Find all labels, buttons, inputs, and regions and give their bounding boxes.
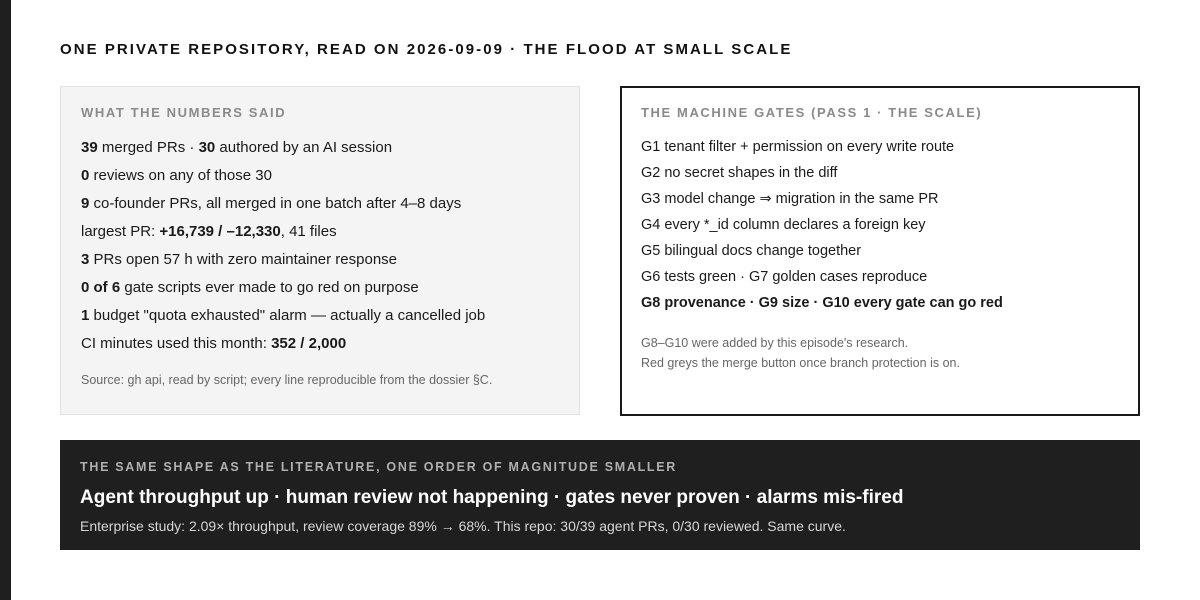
banner-headline: Agent throughput up · human review not happening · gates never proven · alarms mis-fired: [80, 487, 904, 508]
stat-text: budget "quota exhausted" alarm — actually a cancelled job: [89, 307, 486, 324]
left-edge-bar: [0, 0, 11, 600]
stat-largest-pr: [81, 218, 559, 246]
gate-g4: G4 every *_id column declares a foreign key: [641, 217, 926, 233]
stat-value: 3: [81, 251, 90, 268]
summary-banner: [60, 440, 1140, 550]
stat-text: largest PR:: [81, 223, 160, 240]
page-title: ONE PRIVATE REPOSITORY, READ ON 2026-09-09 · THE FLOOD AT SMALL SCALE: [60, 41, 793, 58]
stat-ci-minutes: [81, 330, 559, 358]
stat-cofounder-prs: [81, 190, 559, 218]
numbers-panel-heading: WHAT THE NUMBERS SAID: [81, 105, 287, 120]
stat-text: authored by an AI session: [215, 139, 393, 156]
stat-value: 352 / 2,000: [271, 335, 347, 352]
stat-open-prs: [81, 246, 559, 274]
gate-g3: G3 model change ⇒ migration in the same PR: [641, 191, 939, 207]
stat-value: 0 of 6: [81, 279, 121, 296]
stat-value: 0: [81, 167, 90, 184]
stat-text: merged PRs ·: [97, 139, 199, 156]
stat-merged-prs: [81, 134, 559, 162]
gates-panel: [620, 86, 1140, 416]
stat-text: , 41 files: [280, 223, 337, 240]
stat-text: co-founder PRs, all merged in one batch after 4–8 days: [89, 195, 462, 212]
gate-g5: G5 bilingual docs change together: [641, 243, 862, 259]
gates-panel-heading: THE MACHINE GATES (PASS 1 · THE SCALE): [641, 105, 983, 120]
gates-note: [641, 333, 1119, 373]
gate-g1: G1 tenant filter + permission on every write route: [641, 139, 955, 155]
stat-gate-scripts: [81, 274, 559, 302]
stat-budget-alarm: [81, 302, 559, 330]
banner-kicker: THE SAME SHAPE AS THE LITERATURE, ONE ORDER OF MAGNITUDE SMALLER: [80, 460, 678, 474]
gate-g2: G2 no secret shapes in the diff: [641, 165, 838, 181]
numbers-panel: [60, 86, 580, 415]
stat-text: reviews on any of those 30: [89, 167, 272, 184]
stat-value: +16,739 / –12,330: [159, 223, 281, 240]
stat-value: 30: [198, 139, 216, 156]
gate-g8-g10: G8 provenance · G9 size · G10 every gate can go red: [641, 295, 1003, 311]
stat-value: 39: [81, 139, 98, 156]
stat-text: gate scripts ever made to go red on purpose: [120, 279, 419, 296]
source-note: Source: gh api, read by script; every line reproducible from the dossier §C.: [81, 373, 493, 387]
stat-text: CI minutes used this month:: [81, 335, 272, 352]
gates-note-line: Red greys the merge button once branch protection is on.: [641, 356, 960, 370]
stat-value: 9: [81, 195, 90, 212]
gate-g6-g7: G6 tests green · G7 golden cases reproduce: [641, 269, 928, 285]
stat-text: PRs open 57 h with zero maintainer response: [89, 251, 398, 268]
banner-detail: Enterprise study: 2.09× throughput, review coverage 89% → 68%. This repo: 30/39 agent PRs, 0/30 reviewed. Same curve.: [80, 518, 846, 534]
gates-note-line: G8–G10 were added by this episode's research.: [641, 336, 909, 350]
stat-reviews: [81, 162, 559, 190]
stat-value: 1: [81, 307, 90, 324]
